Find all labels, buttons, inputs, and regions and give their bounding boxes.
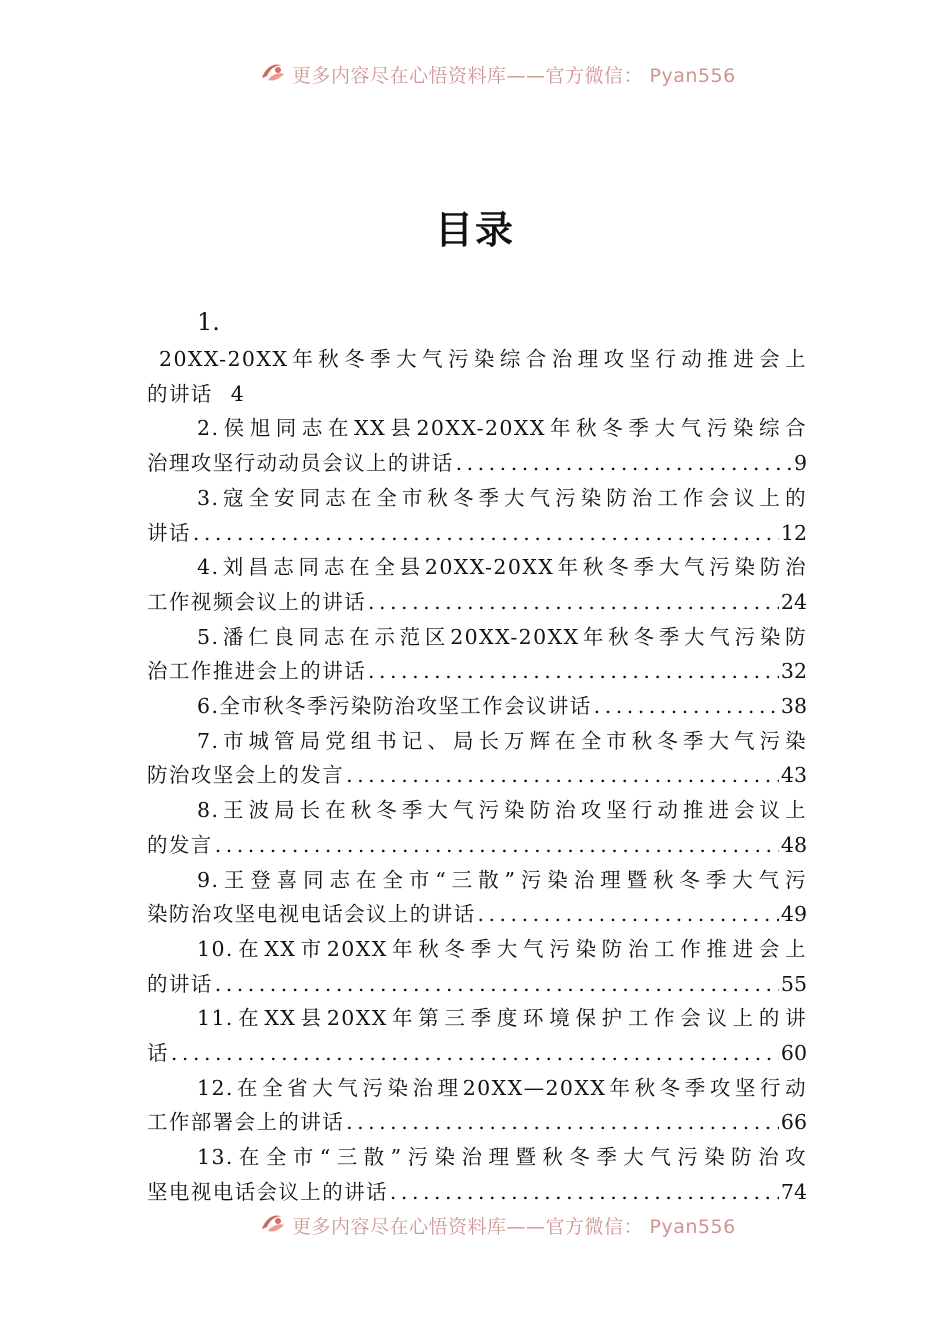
toc-leader-dots xyxy=(215,828,779,863)
toc-entry-title-line2 xyxy=(147,377,807,412)
toc-entry-title-line2 xyxy=(147,689,807,724)
toc-entry-9[interactable] xyxy=(147,863,807,932)
watermark-text: 更多内容尽在心悟资料库——官方微信： Pyan556 xyxy=(292,1215,736,1237)
toc-entry-10[interactable] xyxy=(147,932,807,1001)
watermark-logo-icon xyxy=(258,56,288,86)
toc-entry-title-line1: 4.刘昌志同志在全县20XX-20XX年秋冬季大气污染防治 xyxy=(197,555,807,580)
toc-entry-page: 74 xyxy=(780,1179,807,1204)
toc-entry-12[interactable] xyxy=(147,1071,807,1140)
toc-leader-dots xyxy=(478,897,779,932)
toc-entry-title-line1: 11.在XX县20XX年第三季度环境保护工作会议上的讲 xyxy=(197,1006,807,1031)
toc-entry-page: 12 xyxy=(780,520,807,545)
toc-leader-dots xyxy=(193,516,779,551)
watermark-text: 更多内容尽在心悟资料库——官方微信： Pyan556 xyxy=(292,64,736,86)
toc-entry-title-line1: 2.侯旭同志在XX县20XX-20XX年秋冬季大气污染综合 xyxy=(197,416,807,441)
toc-leader-dots xyxy=(346,758,779,793)
toc-entry-title-line2 xyxy=(147,654,807,689)
toc-entry-title-line1: 10.在XX市20XX年秋冬季大气污染防治工作推进会上 xyxy=(197,936,807,961)
toc-entry-title-line2 xyxy=(147,585,807,620)
toc-entry-title-line1: 8.王波局长在秋冬季大气污染防治攻坚行动推进会议上 xyxy=(197,798,807,823)
toc-entry-page: 60 xyxy=(780,1041,807,1066)
toc-leader-dots xyxy=(215,967,779,1002)
toc-entry-page: 4 xyxy=(230,381,244,406)
toc-entry-title-line2 xyxy=(147,516,807,551)
toc-entry-title-line2 xyxy=(147,897,807,932)
toc-entry-title-line2 xyxy=(147,758,807,793)
toc-entry-title-tail: 治理攻坚行动动员会议上的讲话 xyxy=(147,451,454,476)
first-entry-number: 1. xyxy=(197,308,220,336)
watermark-logo-icon xyxy=(258,1207,288,1237)
toc-entry-title-tail: 的讲话 xyxy=(147,381,213,406)
toc-entry-11[interactable] xyxy=(147,1001,807,1070)
toc-leader-dots xyxy=(456,446,792,481)
toc-entry-title-line1: 13.在全市“三散”污染治理暨秋冬季大气污染防治攻 xyxy=(197,1145,807,1170)
toc-leader-dots xyxy=(346,1105,779,1140)
toc-entry-2[interactable] xyxy=(147,411,807,480)
toc-entry-page: 49 xyxy=(780,902,807,927)
toc-entry-title-line2 xyxy=(147,446,807,481)
toc-entry-title-line1: 3.寇全安同志在全市秋冬季大气污染防治工作会议上的 xyxy=(197,485,807,510)
toc-entry-page: 66 xyxy=(780,1110,807,1135)
toc-leader-dots xyxy=(368,585,779,620)
toc-leader-dots xyxy=(390,1175,779,1210)
toc-entry-title-line1: 12.在全省大气污染治理20XX—20XX年秋冬季攻坚行动 xyxy=(197,1075,807,1100)
toc-entry-4[interactable] xyxy=(147,550,807,619)
header-watermark xyxy=(258,56,778,86)
toc-entry-5[interactable] xyxy=(147,620,807,689)
toc-entry-title-line2 xyxy=(147,1036,807,1071)
toc-entry-page: 43 xyxy=(780,763,807,788)
page-title: 目录 xyxy=(434,208,515,252)
toc-entry-title-tail: 的发言 xyxy=(147,832,213,857)
toc-entry-page: 38 xyxy=(780,694,807,719)
toc-entry-title-tail: 话 xyxy=(147,1041,169,1066)
toc-entry-title-tail: 工作部署会上的讲话 xyxy=(147,1110,345,1135)
toc-entry-title-line1: 7.市城管局党组书记、局长万辉在全市秋冬季大气污染 xyxy=(197,728,807,753)
toc-entry-title-line1: 5.潘仁良同志在示范区20XX-20XX年秋冬季大气污染防 xyxy=(197,624,807,649)
toc-entry-title-line2 xyxy=(147,1105,807,1140)
toc-entry-page: 9 xyxy=(793,451,807,476)
toc-entry-title-tail: 工作视频会议上的讲话 xyxy=(147,589,366,614)
toc-entry-page: 48 xyxy=(780,832,807,857)
toc-entry-13[interactable] xyxy=(147,1140,807,1209)
toc-entry-title-tail: 治工作推进会上的讲话 xyxy=(147,659,366,684)
toc-entry-title-line2 xyxy=(147,1175,807,1210)
toc-entry-6[interactable] xyxy=(147,689,807,724)
toc-entry-title-line2 xyxy=(147,828,807,863)
toc-entry-title-tail: 的讲话 xyxy=(147,971,213,996)
toc-entry-page: 24 xyxy=(780,589,807,614)
toc-entry-title-tail: 6.全市秋冬季污染防治攻坚工作会议讲话 xyxy=(197,694,592,719)
toc-entry-title-line1: 9.王登喜同志在全市“三散”污染治理暨秋冬季大气污 xyxy=(197,867,807,892)
toc-leader-dots xyxy=(594,689,779,724)
toc-leader-dots xyxy=(368,654,779,689)
toc-entry-3[interactable] xyxy=(147,481,807,550)
toc-entry-8[interactable] xyxy=(147,793,807,862)
toc-leader-dots xyxy=(171,1036,779,1071)
table-of-contents xyxy=(147,302,807,1210)
toc-entry-title-tail: 防治攻坚会上的发言 xyxy=(147,763,345,788)
toc-entry-7[interactable] xyxy=(147,724,807,793)
toc-entry-title-tail: 染防治攻坚电视电话会议上的讲话 xyxy=(147,902,476,927)
toc-entry-1[interactable] xyxy=(147,342,807,411)
toc-entry-page: 32 xyxy=(780,659,807,684)
footer-watermark xyxy=(258,1207,778,1237)
toc-entry-title-line1: 20XX-20XX年秋冬季大气污染综合治理攻坚行动推进会上 xyxy=(159,347,807,371)
toc-entry-page: 55 xyxy=(780,971,807,996)
toc-entry-title-tail: 讲话 xyxy=(147,520,191,545)
toc-entry-title-line2 xyxy=(147,967,807,1002)
toc-entry-title-tail: 坚电视电话会议上的讲话 xyxy=(147,1179,388,1204)
